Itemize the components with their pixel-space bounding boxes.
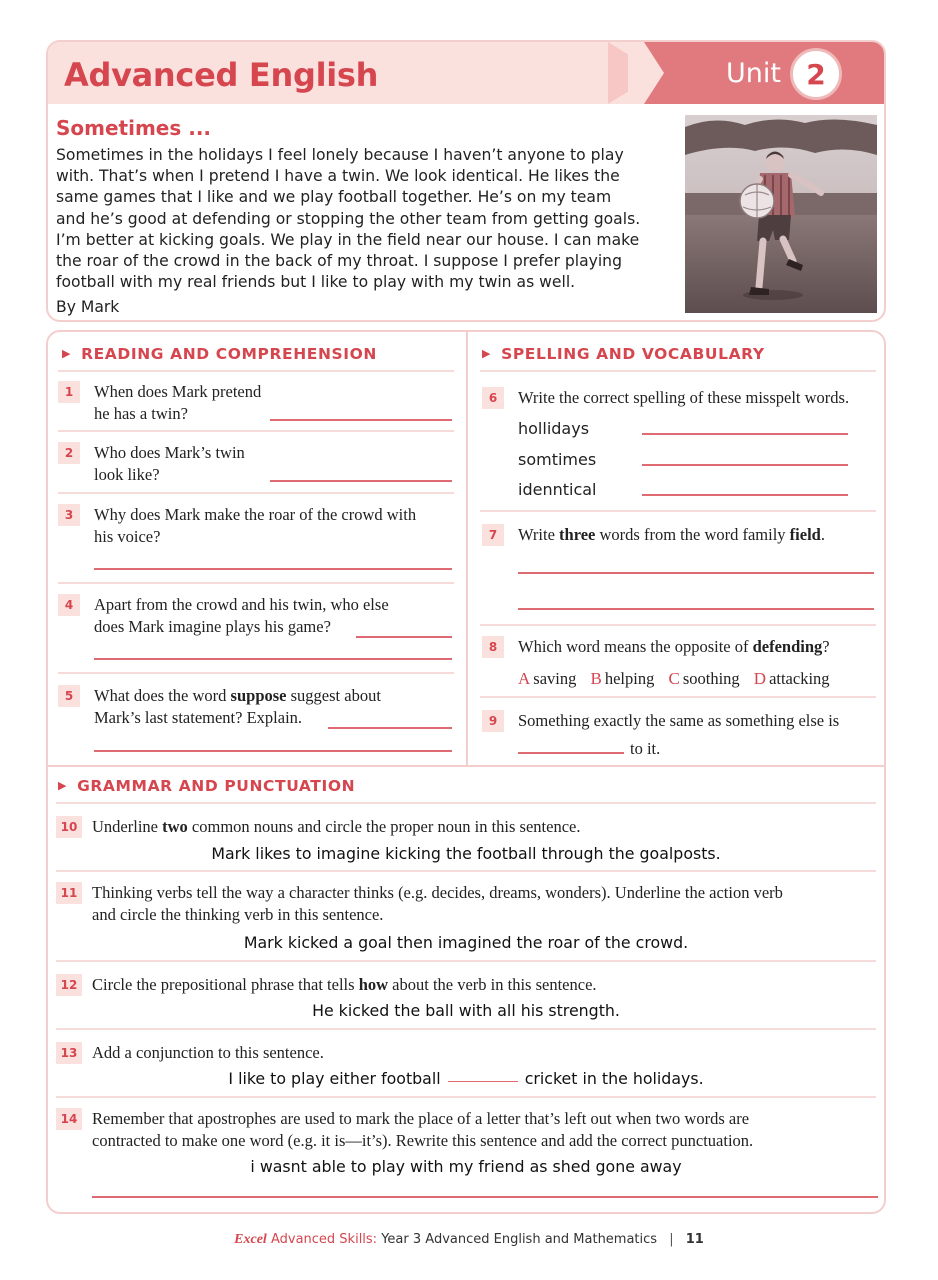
keyword: three [559, 525, 596, 544]
text-part: common nouns and circle the proper noun in this sentence. [187, 817, 581, 836]
story-line: with. That’s when I pretend I have a twin. We look identical. He likes the [56, 167, 620, 186]
divider [56, 802, 876, 804]
text-part: . [820, 525, 825, 544]
question-number: 8 [482, 636, 504, 658]
question-text [92, 1108, 872, 1152]
sentence-part: cricket in the holidays. [524, 1069, 704, 1088]
question-text [94, 442, 245, 486]
question-text [94, 685, 381, 729]
divider [58, 370, 454, 372]
story-line: and he’s good at defending or stopping the other team from getting goals. [56, 209, 641, 228]
page-title: Advanced English [64, 56, 379, 94]
grammar-heading-text: GRAMMAR AND PUNCTUATION [77, 777, 356, 795]
option-letter: D [753, 669, 767, 688]
question-text [92, 974, 597, 996]
question-number: 14 [56, 1108, 82, 1130]
triangle-icon: ▶ [482, 347, 492, 360]
example-sentence[interactable]: Mark kicked a goal then imagined the roar of the crowd. [243, 933, 689, 952]
question-line [94, 685, 381, 707]
answer-line[interactable] [518, 572, 874, 574]
story-title: Sometimes ... [56, 116, 212, 140]
divider [56, 960, 876, 962]
reading-heading-text: READING AND COMPREHENSION [81, 345, 378, 363]
text-part: about the verb in this sentence. [388, 975, 597, 994]
story-line: same games that I like and we play football together. He’s on my team [56, 188, 612, 207]
question-number: 2 [58, 442, 80, 464]
answer-line[interactable] [642, 494, 848, 496]
answer-line[interactable] [270, 480, 452, 482]
footer-title: Year 3 Advanced English and Mathematics [381, 1232, 658, 1247]
question-number: 6 [482, 387, 504, 409]
keyword: two [162, 817, 188, 836]
question-text: Add a conjunction to this sentence. [92, 1043, 324, 1062]
question-number: 1 [58, 381, 80, 403]
question-text [92, 882, 872, 926]
answer-line[interactable] [92, 1196, 878, 1198]
answer-line[interactable] [642, 464, 848, 466]
boy-football-photo [685, 115, 877, 313]
footer-separator: | [669, 1232, 674, 1247]
question-number: 12 [56, 974, 82, 996]
column-divider [466, 332, 468, 766]
option-letter: A [518, 669, 531, 688]
divider [56, 1096, 876, 1098]
option-word: saving [533, 669, 577, 688]
footer-series: Advanced Skills: [270, 1232, 378, 1247]
unit-label: Unit [726, 58, 781, 89]
question-number: 5 [58, 685, 80, 707]
option-word: soothing [682, 669, 740, 688]
example-sentence: i wasnt able to play with my friend as shed gone away [250, 1157, 682, 1176]
keyword: how [358, 975, 389, 994]
text-part: Write [518, 525, 560, 544]
divider [58, 430, 454, 432]
page-number: 11 [685, 1232, 704, 1247]
example-sentence[interactable]: He kicked the ball with all his strength. [312, 1001, 620, 1020]
question-line: he has a twin? [94, 404, 188, 423]
story-line: football with my real friends but I like to play with my twin as well. [56, 273, 576, 292]
question-line: look like? [94, 465, 160, 484]
question-text [94, 504, 416, 548]
answer-line[interactable] [356, 636, 452, 638]
text-part: Underline [92, 817, 163, 836]
divider [56, 1028, 876, 1030]
section-divider [48, 765, 884, 767]
question-text [94, 381, 261, 425]
question-line: and circle the thinking verb in this sentence. [92, 905, 384, 924]
text-part: words from the word family [595, 525, 790, 544]
question-text [94, 594, 389, 638]
divider [480, 696, 876, 698]
answer-line[interactable] [518, 608, 874, 610]
answer-line[interactable] [94, 568, 452, 570]
spelling-section-heading [482, 345, 765, 363]
answer-line[interactable] [94, 658, 452, 660]
answer-line[interactable] [94, 750, 452, 752]
divider [56, 870, 876, 872]
question-number: 10 [56, 816, 82, 838]
question-text: Something exactly the same as something else is [518, 711, 840, 730]
keyword: defending [752, 637, 823, 656]
answer-options [518, 668, 840, 690]
example-sentence [48, 1069, 884, 1088]
question-line: Thinking verbs tell the way a character thinks (e.g. decides, dreams, wonders). Underline the action verb [92, 883, 783, 902]
question-line: Apart from the crowd and his twin, who else [94, 595, 389, 614]
question-number: 4 [58, 594, 80, 616]
answer-line[interactable] [642, 433, 848, 435]
option-d[interactable] [754, 669, 830, 688]
question-line: Mark’s last statement? Explain. [94, 708, 303, 727]
question-line: Remember that apostrophes are used to mark the place of a letter that’s left out when two words are [92, 1109, 750, 1128]
option-b[interactable] [591, 669, 655, 688]
sentence-part: I like to play either football [228, 1069, 441, 1088]
option-word: helping [604, 669, 655, 688]
option-letter: C [668, 669, 680, 688]
text-part: Circle the prepositional phrase that tells [92, 975, 359, 994]
option-a[interactable] [518, 669, 576, 688]
question-line: contracted to make one word (e.g. it is—it’s). Rewrite this sentence and add the correct punctuation. [92, 1131, 754, 1150]
answer-line[interactable] [270, 419, 452, 421]
reading-section-heading [62, 345, 377, 363]
question-text [92, 816, 580, 838]
story-line: Sometimes in the holidays I feel lonely because I haven’t anyone to play [56, 146, 624, 164]
story-line: the roar of the crowd in the back of my throat. I suppose I prefer playing [56, 252, 622, 271]
answer-line[interactable] [518, 752, 624, 754]
option-letter: B [590, 669, 602, 688]
keyword: suppose [230, 686, 287, 705]
text-part: ? [822, 637, 830, 656]
misspelt-word: hollidays [518, 419, 590, 438]
misspelt-word: somtimes [518, 450, 597, 469]
triangle-icon: ▶ [58, 779, 68, 792]
question-number: 7 [482, 524, 504, 546]
footer-brand: Excel [234, 1232, 267, 1247]
divider [480, 370, 876, 372]
answer-line[interactable] [328, 727, 452, 729]
question-line: his voice? [94, 527, 161, 546]
question-number: 3 [58, 504, 80, 526]
triangle-icon: ▶ [62, 347, 72, 360]
question-text: Write the correct spelling of these misspelt words. [518, 388, 850, 407]
divider [58, 582, 454, 584]
divider [58, 492, 454, 494]
question-line: Why does Mark make the roar of the crowd with [94, 505, 417, 524]
question-number: 13 [56, 1042, 82, 1064]
unit-number-badge: 2 [790, 48, 842, 100]
question-text [518, 636, 830, 658]
text-part: suggest about [286, 686, 381, 705]
question-line: does Mark imagine plays his game? [94, 617, 331, 636]
divider [58, 672, 454, 674]
misspelt-word: idenntical [518, 480, 597, 499]
conjunction-blank[interactable] [448, 1081, 518, 1082]
story-line: I’m better at kicking goals. We play in the field near our house. I can make [56, 230, 640, 249]
grammar-section-heading [58, 777, 355, 795]
question-line: Who does Mark’s twin [94, 443, 245, 462]
question-text: to it. [630, 739, 661, 758]
spelling-heading-text: SPELLING AND VOCABULARY [501, 345, 765, 363]
story-author: By Mark [56, 298, 120, 316]
question-text [518, 524, 825, 546]
question-number: 9 [482, 710, 504, 732]
keyword: field [789, 525, 821, 544]
option-word: attacking [769, 669, 830, 688]
questions-panel [46, 330, 886, 1214]
story-body [56, 145, 676, 293]
story-panel [46, 40, 886, 322]
example-sentence[interactable]: Mark likes to imagine kicking the football through the goalposts. [211, 844, 721, 863]
divider [480, 510, 876, 512]
text-part: What does the word [94, 686, 231, 705]
page-footer [0, 1232, 938, 1248]
divider [480, 624, 876, 626]
question-number: 11 [56, 882, 82, 904]
option-c[interactable] [668, 669, 739, 688]
text-part: Which word means the opposite of [518, 637, 753, 656]
question-line: When does Mark pretend [94, 382, 262, 401]
